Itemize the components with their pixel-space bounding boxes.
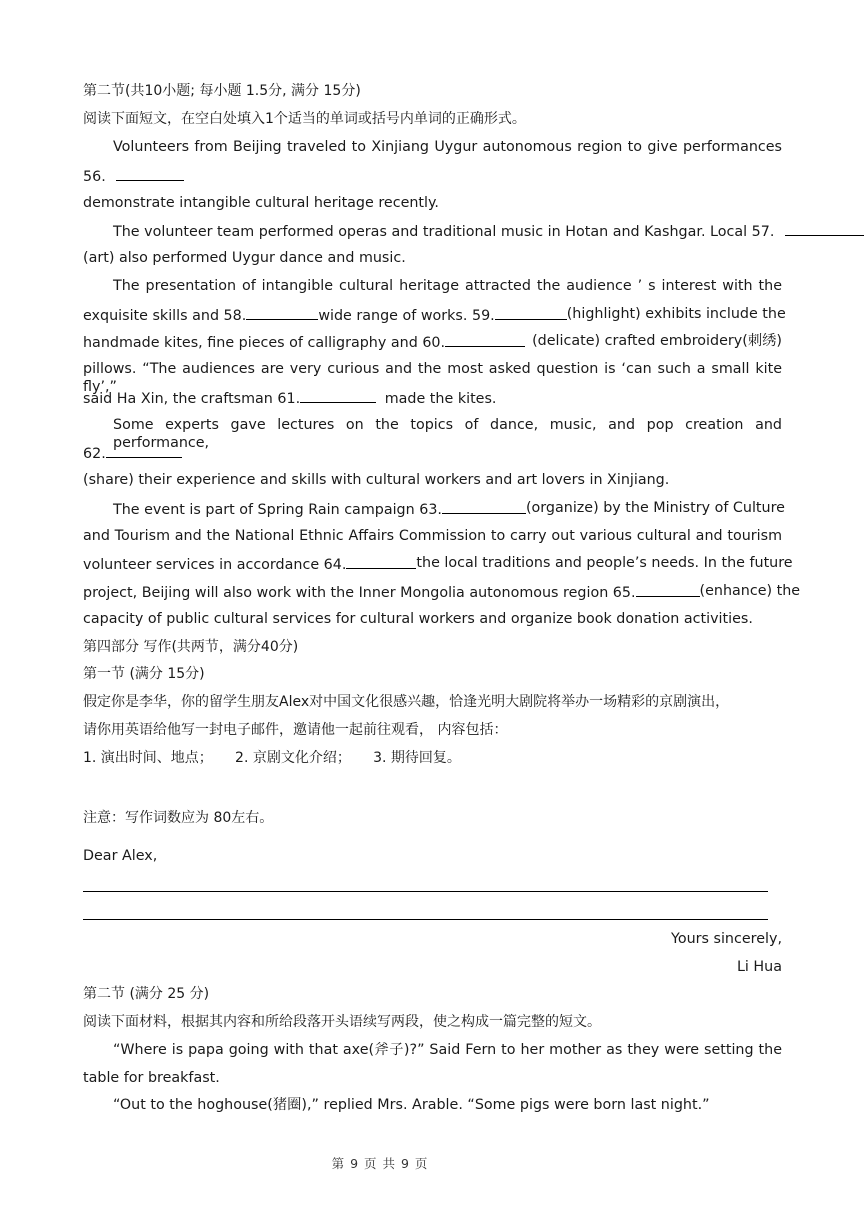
letter-greeting: Dear Alex, [83, 848, 158, 864]
section2-title: 第二节(共10小题; 每小题 1.5分, 满分 15分) [83, 83, 361, 99]
section2-instruction: 阅读下面短文，在空白处填入1个适当的单词或括号内单词的正确形式。 [83, 111, 526, 127]
text-60-lead: handmade kites, fine pieces of calligraphy and 60. [83, 335, 446, 351]
passage-p4-line3: (share) their experience and skills with cultural workers and art lovers in Xinjiang. [83, 472, 670, 488]
text-59-tail: (highlight) exhibits include the [566, 306, 786, 322]
blank-60[interactable] [445, 332, 525, 347]
blank-62-number: 62. [83, 446, 106, 462]
text-64-tail: the local traditions and people’s needs. In the future [416, 555, 793, 571]
text-64-lead: volunteer services in accordance 64. [83, 557, 347, 573]
passage-p1-line1: Volunteers from Beijing traveled to Xinjiang Uygur autonomous region to give performances [113, 139, 782, 155]
blank-64[interactable] [346, 554, 416, 569]
passage-p4-line2 [83, 443, 182, 463]
text-60-tail: (delicate) crafted embroidery(刺绣) [532, 333, 782, 349]
blank-62[interactable] [106, 443, 182, 458]
story-line3: “Out to the hoghouse(猪圈),” replied Mrs. Arable. “Some pigs were born last night.” [113, 1097, 710, 1113]
blank-65[interactable] [636, 582, 700, 597]
story-line2: table for breakfast. [83, 1070, 220, 1086]
blank-56[interactable] [116, 166, 184, 181]
passage-p2-text: The volunteer team performed operas and traditional music in Hotan and Kashgar. Local 57. [113, 224, 775, 240]
blank-58[interactable] [246, 305, 318, 320]
blank-61[interactable] [300, 388, 376, 403]
text-59-lead: wide range of works. 59. [318, 308, 495, 324]
writing1-note: 注意：写作词数应为 80左右。 [83, 810, 274, 826]
passage-p3-line5 [83, 388, 496, 408]
passage-p5-line5: capacity of public cultural services for cultural workers and organize book donation activities. [83, 611, 753, 627]
blank-57[interactable] [785, 221, 864, 236]
passage-p5-line1 [113, 499, 785, 519]
passage-p3-line2 [83, 305, 786, 325]
passage-p2-line2: (art) also performed Uygur dance and music. [83, 250, 406, 266]
writing1-points: 1. 演出时间、地点； 2. 京剧文化介绍； 3. 期待回复。 [83, 750, 461, 766]
text-58-lead: exquisite skills and 58. [83, 308, 247, 324]
blank-56-number: 56. [83, 169, 106, 185]
text-61-lead: said Ha Xin, the craftsman 61. [83, 391, 301, 407]
text-61-tail: made the kites. [384, 391, 497, 407]
passage-p1-line2 [83, 166, 184, 186]
text-63-tail: (organize) by the Ministry of Culture [525, 500, 785, 516]
passage-p5-line2: and Tourism and the National Ethnic Affairs Commission to carry out various cultural and tourism [83, 528, 782, 544]
passage-p5-line3 [83, 554, 793, 574]
passage-p3-line3 [83, 332, 782, 352]
writing2-title: 第二节 (满分 25 分) [83, 986, 210, 1002]
page-footer: 第 9 页 共 9 页 [331, 1156, 429, 1171]
passage-p1-line3: demonstrate intangible cultural heritage recently. [83, 195, 439, 211]
passage-p2-line1 [113, 221, 864, 241]
writing1-prompt-line1: 假定你是李华，你的留学生朋友Alex对中国文化很感兴趣，恰逢光明大剧院将举办一场精彩的京剧演出， [83, 694, 730, 710]
letter-closing: Yours sincerely, [671, 931, 782, 947]
answer-line-1[interactable] [83, 891, 768, 892]
passage-p3-line4: pillows. “The audiences are very curious and the most asked question is ‘can such a small kite fly’,” [83, 361, 782, 395]
passage-p5-line4 [83, 582, 801, 602]
blank-59[interactable] [495, 305, 567, 320]
story-line1: “Where is papa going with that axe(斧子)?” Said Fern to her mother as they were setting the [113, 1042, 782, 1058]
answer-line-2[interactable] [83, 919, 768, 920]
passage-p4-line1: Some experts gave lectures on the topics of dance, music, and pop creation and performance, [113, 417, 782, 451]
text-65-lead: project, Beijing will also work with the Inner Mongolia autonomous region 65. [83, 585, 636, 601]
letter-signature: Li Hua [736, 959, 782, 975]
passage-p3-line1: The presentation of intangible cultural heritage attracted the audience ’ s interest with the [113, 278, 782, 294]
blank-63[interactable] [442, 499, 526, 514]
part4-title: 第四部分 写作(共两节，满分40分) [83, 639, 299, 655]
writing2-instruction: 阅读下面材料，根据其内容和所给段落开头语续写两段，使之构成一篇完整的短文。 [83, 1014, 601, 1030]
writing1-title: 第一节 (满分 15分) [83, 666, 205, 682]
text-63-lead: The event is part of Spring Rain campaign 63. [113, 502, 442, 518]
writing1-prompt-line2: 请你用英语给他写一封电子邮件，邀请他一起前往观看， 内容包括： [83, 722, 508, 738]
text-65-tail: (enhance) the [699, 583, 801, 599]
